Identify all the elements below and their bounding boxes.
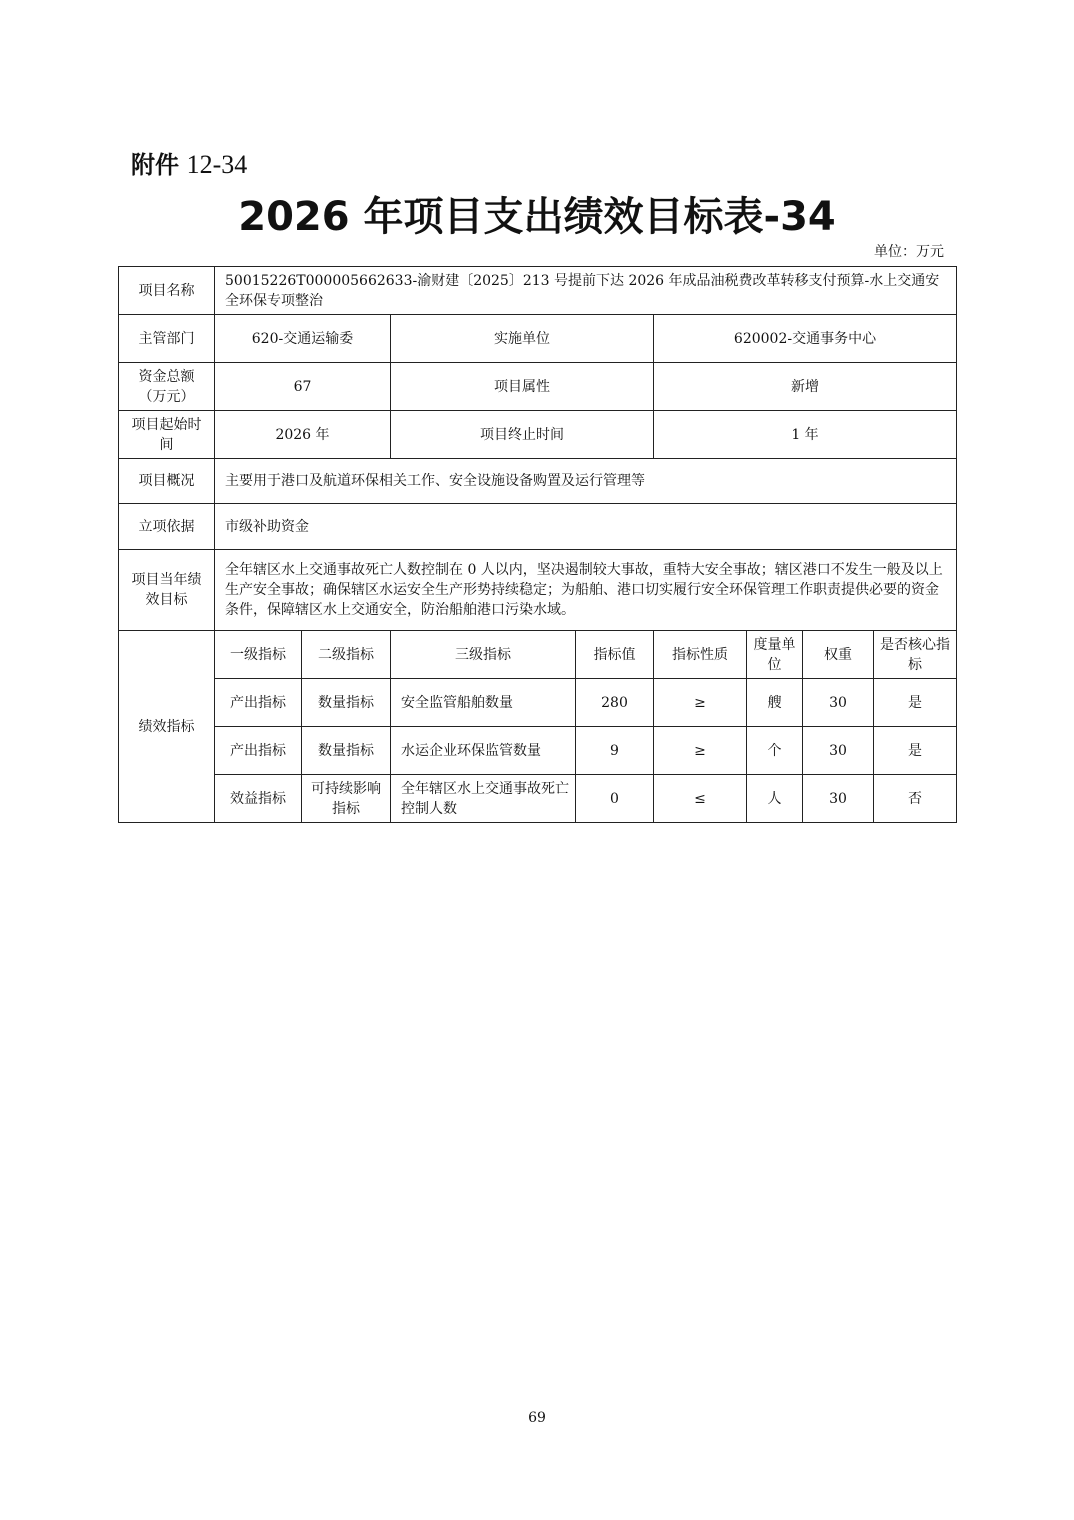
impl-value: 620002-交通事务中心: [654, 315, 957, 363]
start-value: 2026 年: [215, 411, 391, 459]
goal-value: 全年辖区水上交通事故死亡人数控制在 0 人以内，坚决遏制较大事故，重特大安全事故；辖区港口不发生一般及以上生产安全事故；确保辖区水运安全生产形势持续稳定；为船舶、港口切实履行安全环保管理工作职责提供必要的资金条件，保障辖区水上交通安全，防治船舶港口污染水域。: [215, 550, 957, 631]
header-weight: 权重: [803, 631, 874, 679]
indicators-section-label: 绩效指标: [119, 631, 215, 823]
unit-cell: 人: [747, 775, 803, 823]
table-row: [119, 727, 957, 775]
header-core: 是否核心指标: [874, 631, 957, 679]
core-cell: 否: [874, 775, 957, 823]
end-label: 项目终止时间: [391, 411, 654, 459]
dept-label: 主管部门: [119, 315, 215, 363]
value-cell: 9: [576, 727, 654, 775]
unit-note: 单位：万元: [874, 244, 944, 260]
attachment-number: 12-34: [186, 150, 248, 179]
attr-label: 项目属性: [391, 363, 654, 411]
core-cell: 是: [874, 679, 957, 727]
level1-cell: 产出指标: [215, 727, 302, 775]
nature-cell: ≤: [654, 775, 747, 823]
performance-table: [118, 266, 957, 823]
overview-row: [119, 459, 957, 504]
overview-label: 项目概况: [119, 459, 215, 504]
overview-value: 主要用于港口及航道环保相关工作、安全设施设备购置及运行管理等: [215, 459, 957, 504]
weight-cell: 30: [803, 679, 874, 727]
impl-label: 实施单位: [391, 315, 654, 363]
project-name-value: 50015226T000005662633-渝财建〔2025〕213 号提前下达 2026 年成品油税费改革转移支付预算-水上交通安全环保专项整治: [215, 267, 957, 315]
level2-cell: 数量指标: [302, 727, 391, 775]
project-name-row: [119, 267, 957, 315]
level3-cell: 安全监管船舶数量: [391, 679, 576, 727]
basis-row: [119, 504, 957, 550]
attr-value: 新增: [654, 363, 957, 411]
header-level1: 一级指标: [215, 631, 302, 679]
level2-cell: 数量指标: [302, 679, 391, 727]
page-number: 69: [528, 1410, 546, 1426]
header-value: 指标值: [576, 631, 654, 679]
level1-cell: 效益指标: [215, 775, 302, 823]
unit-cell: 艘: [747, 679, 803, 727]
indicator-header-row: [119, 631, 957, 679]
header-level2: 二级指标: [302, 631, 391, 679]
unit-cell: 个: [747, 727, 803, 775]
project-name-label: 项目名称: [119, 267, 215, 315]
funds-label: 资金总额（万元）: [119, 363, 215, 411]
level1-cell: 产出指标: [215, 679, 302, 727]
goal-label: 项目当年绩效目标: [119, 550, 215, 631]
table-row: [119, 775, 957, 823]
dept-value: 620-交通运输委: [215, 315, 391, 363]
core-cell: 是: [874, 727, 957, 775]
value-cell: 0: [576, 775, 654, 823]
weight-cell: 30: [803, 727, 874, 775]
table-row: [119, 679, 957, 727]
level3-cell: 水运企业环保监管数量: [391, 727, 576, 775]
attachment-label: 附件: [131, 151, 179, 179]
header-unit: 度量单位: [747, 631, 803, 679]
dept-row: [119, 315, 957, 363]
basis-label: 立项依据: [119, 504, 215, 550]
header-level3: 三级指标: [391, 631, 576, 679]
value-cell: 280: [576, 679, 654, 727]
period-row: [119, 411, 957, 459]
basis-value: 市级补助资金: [215, 504, 957, 550]
funds-row: [119, 363, 957, 411]
nature-cell: ≥: [654, 679, 747, 727]
funds-value: 67: [215, 363, 391, 411]
level2-cell: 可持续影响指标: [302, 775, 391, 823]
nature-cell: ≥: [654, 727, 747, 775]
start-label: 项目起始时间: [119, 411, 215, 459]
end-value: 1 年: [654, 411, 957, 459]
weight-cell: 30: [803, 775, 874, 823]
header-nature: 指标性质: [654, 631, 747, 679]
page-title: 2026 年项目支出绩效目标表-34: [238, 194, 836, 240]
level3-cell: 全年辖区水上交通事故死亡控制人数: [391, 775, 576, 823]
goal-row: [119, 550, 957, 631]
attachment-heading: [131, 145, 247, 180]
